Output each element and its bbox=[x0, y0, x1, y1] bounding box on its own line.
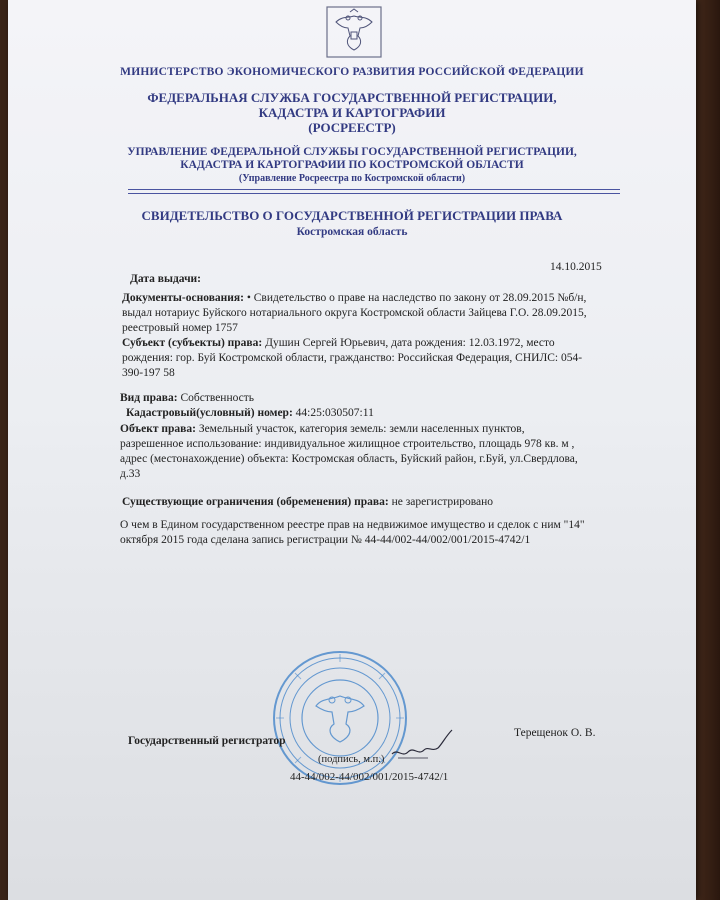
right-type bbox=[120, 391, 254, 406]
restrictions bbox=[122, 495, 493, 510]
service-line-3: (РОСРЕЕСТР) bbox=[308, 120, 396, 135]
department-line-3: (Управление Росреестра по Костромской области) bbox=[238, 173, 466, 184]
registrar-label: Государственный регистратор bbox=[128, 735, 286, 747]
right-type-label: Вид права: bbox=[120, 392, 178, 404]
department-heading bbox=[8, 146, 696, 185]
rights-object-line-3: адрес (местонахождение) объекта: Костромская область, Буйский район, г.Буй, ул.Свердлова, bbox=[120, 453, 578, 465]
certificate-page bbox=[8, 0, 696, 900]
rights-object-line-4: д.33 bbox=[120, 468, 141, 480]
bottom-record-number: 44-44/002-44/002/001/2015-4742/1 bbox=[290, 771, 449, 783]
service-heading bbox=[8, 90, 696, 135]
rights-subject bbox=[122, 336, 662, 381]
documents-basis-line-1: • Свидетельство о праве на наследство по закону от 28.09.2015 №б/н, bbox=[243, 292, 587, 304]
documents-basis bbox=[122, 291, 662, 336]
rights-subject-line-1: Душин Сергей Юрьевич, дата рождения: 12.03.1972, место bbox=[262, 337, 555, 349]
service-line-2: КАДАСТРА И КАРТОГРАФИИ bbox=[258, 105, 446, 120]
certificate-title: СВИДЕТЕЛЬСТВО О ГОСУДАРСТВЕННОЙ РЕГИСТРАЦИИ ПРАВА bbox=[141, 208, 563, 223]
issue-date: 14.10.2015 bbox=[550, 261, 602, 273]
signature-caption: (подпись, м.п.) bbox=[318, 754, 385, 765]
service-line-1: ФЕДЕРАЛЬНАЯ СЛУЖБА ГОСУДАРСТВЕННОЙ РЕГИСТРАЦИИ, bbox=[147, 90, 557, 105]
certificate-region: Костромская область bbox=[296, 226, 408, 238]
restrictions-label: Существующие ограничения (обременения) права: bbox=[122, 496, 389, 508]
right-type-value: Собственность bbox=[177, 392, 255, 404]
rights-object bbox=[120, 422, 660, 482]
rights-subject-label: Субъект (субъекты) права: bbox=[122, 337, 263, 349]
registry-record-line-2: октября 2015 года сделана запись регистрации № 44-44/002-44/002/001/2015-4742/1 bbox=[120, 534, 531, 546]
divider-top bbox=[128, 189, 620, 190]
documents-basis-label: Документы-основания: bbox=[122, 292, 244, 304]
cadastral-number-value: 44:25:030507:11 bbox=[292, 407, 374, 419]
rights-object-line-2: разрешенное использование: индивидуальное жилищное строительство, площадь 978 кв. м , bbox=[120, 438, 575, 450]
documents-basis-line-3: реестровый номер 1757 bbox=[122, 322, 238, 334]
rights-subject-line-3: 390-197 58 bbox=[122, 367, 175, 379]
cadastral-number-label: Кадастровый(условный) номер: bbox=[126, 407, 293, 419]
official-stamp bbox=[270, 648, 410, 788]
department-line-2: КАДАСТРА И КАРТОГРАФИИ ПО КОСТРОМСКОЙ ОБЛАСТИ bbox=[180, 159, 524, 171]
registrar-name: Терещенок О. В. bbox=[514, 727, 596, 739]
registrar-signature bbox=[388, 728, 458, 764]
rights-object-line-1: Земельный участок, категория земель: земли населенных пунктов, bbox=[195, 423, 525, 435]
rights-object-label: Объект права: bbox=[120, 423, 196, 435]
cadastral-number bbox=[126, 406, 374, 421]
ministry-heading: МИНИСТЕРСТВО ЭКОНОМИЧЕСКОГО РАЗВИТИЯ РОССИЙСКОЙ ФЕДЕРАЦИИ bbox=[120, 66, 584, 78]
rights-subject-line-2: рождения: гор. Буй Костромской области, гражданство: Российская Федерация, СНИЛС: 054- bbox=[122, 352, 583, 364]
issue-date-label: Дата выдачи: bbox=[130, 273, 202, 285]
documents-basis-line-2: выдал нотариус Буйского нотариального округа Костромской области Зайцева Г.О. 28.09.2015, bbox=[122, 307, 587, 319]
registry-record bbox=[120, 518, 680, 548]
restrictions-value: не зарегистрировано bbox=[388, 496, 494, 508]
department-line-1: УПРАВЛЕНИЕ ФЕДЕРАЛЬНОЙ СЛУЖБЫ ГОСУДАРСТВЕННОЙ РЕГИСТРАЦИИ, bbox=[127, 146, 577, 158]
coat-of-arms-emblem bbox=[326, 6, 382, 58]
registry-record-line-1: О чем в Едином государственном реестре прав на недвижимое имущество и сделок с ним "14" bbox=[120, 519, 585, 531]
divider-bottom bbox=[128, 193, 620, 194]
